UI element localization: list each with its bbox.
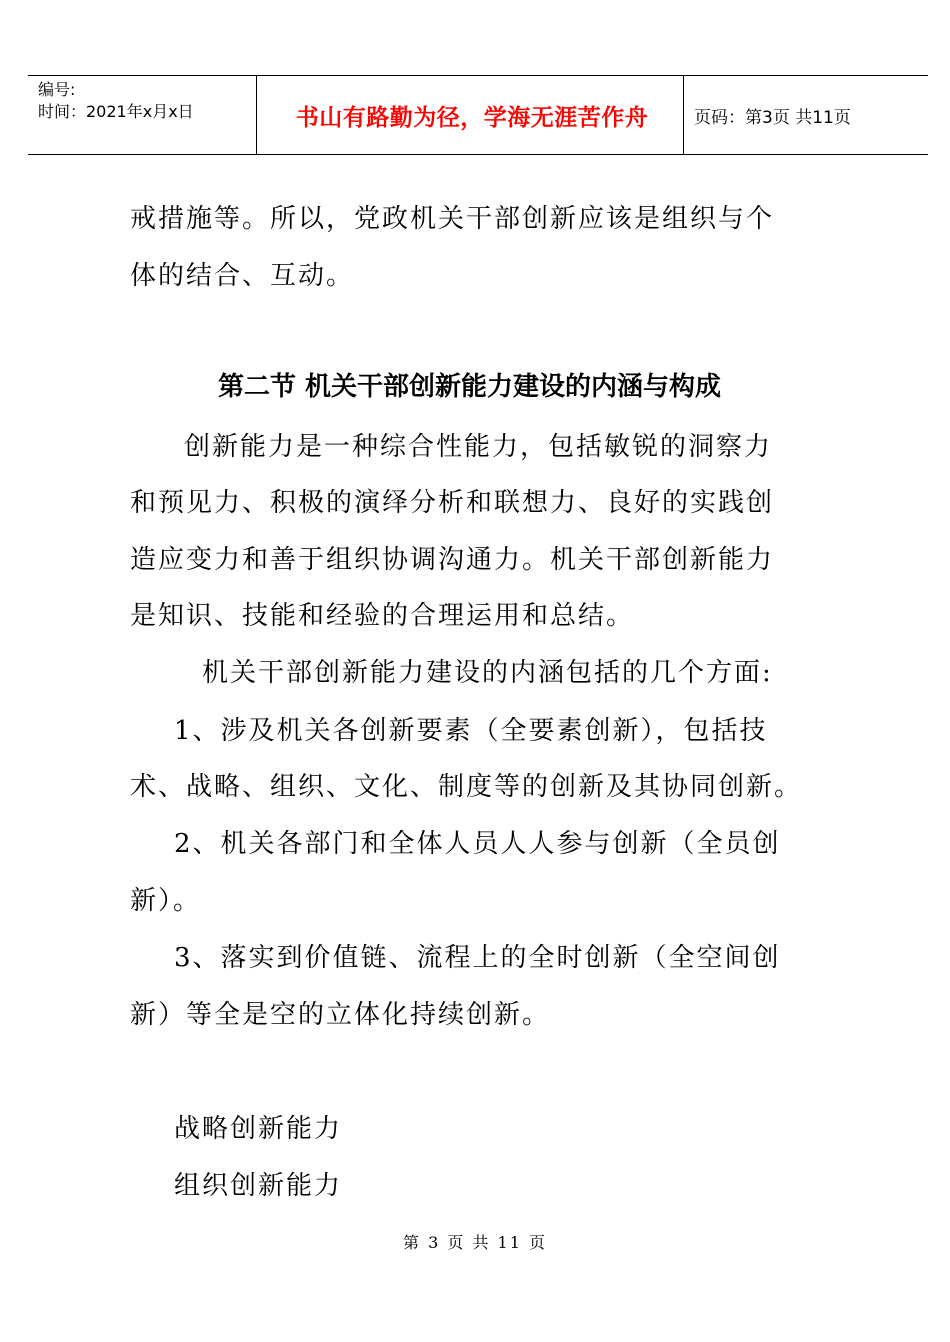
item2-line1: 2、机关各部门和全体人员人人参与创新（全员创 — [174, 829, 781, 859]
item1-line2: 术、战略、组织、文化、制度等的创新及其协同创新。 — [130, 772, 803, 802]
doc-time: 时间：2021年x月x日 — [38, 102, 194, 121]
item2-line2: 新）。 — [130, 886, 202, 916]
doc-number-label: 编号: — [38, 80, 76, 99]
list-item-strategy: 战略创新能力 — [174, 1114, 343, 1144]
item1-line1: 1、涉及机关各创新要素（全要素创新），包括技 — [174, 716, 768, 746]
page-footer: 第 3 页 共 11 页 — [403, 1233, 547, 1252]
paragraph1-line2: 体的结合、互动。 — [130, 261, 355, 291]
paragraph3-line1: 机关干部创新能力建设的内涵包括的几个方面: — [202, 658, 773, 688]
paragraph2-line2: 和预见力、积极的演绎分析和联想力、良好的实践创 — [130, 488, 775, 518]
paragraph1-line1: 戒措施等。所以，党政机关干部创新应该是组织与个 — [130, 204, 775, 234]
paragraph2-line1: 创新能力是一种综合性能力，包括敏锐的洞察力 — [184, 432, 773, 462]
header-motto: 书山有路勤为径，学海无涯苦作舟 — [295, 103, 649, 131]
item3-line1: 3、落实到价值链、流程上的全时创新（全空间创 — [174, 943, 781, 973]
paragraph2-line4: 是知识、技能和经验的合理运用和总结。 — [130, 601, 635, 631]
section-title: 第二节 机关干部创新能力建设的内涵与构成 — [218, 372, 722, 402]
page-header — [28, 75, 928, 155]
item3-line2: 新）等全是空的立体化持续创新。 — [130, 1000, 551, 1030]
list-item-organization: 组织创新能力 — [174, 1171, 343, 1201]
header-page-info: 页码：第3页 共11页 — [694, 107, 851, 128]
paragraph2-line3: 造应变力和善于组织协调沟通力。机关干部创新能力 — [130, 545, 775, 575]
header-page-info-cell — [684, 76, 928, 154]
header-motto-cell — [257, 76, 684, 154]
header-meta-cell — [28, 76, 257, 154]
